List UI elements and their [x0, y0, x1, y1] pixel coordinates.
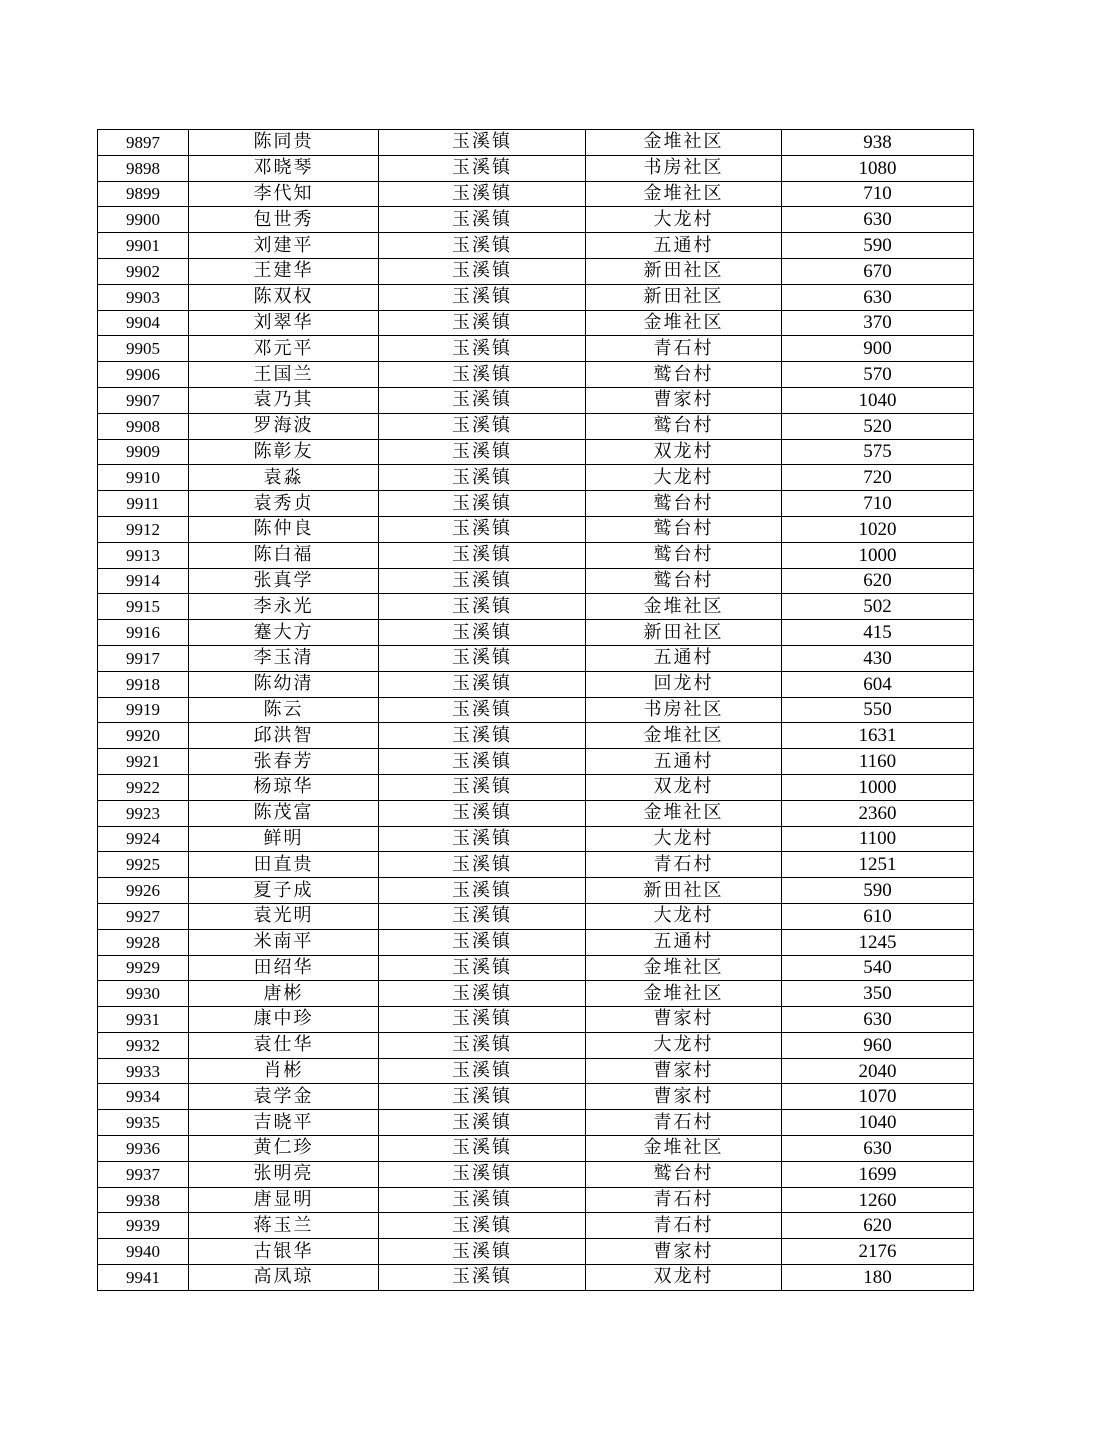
table-row — [98, 826, 974, 852]
row-number-cell: 9935 — [98, 1110, 189, 1136]
town-cell: 玉溪镇 — [379, 671, 586, 697]
town-cell: 玉溪镇 — [379, 903, 586, 929]
table-row — [98, 516, 974, 542]
row-number-cell: 9908 — [98, 413, 189, 439]
row-number-cell: 9907 — [98, 387, 189, 413]
village-cell: 新田社区 — [586, 620, 782, 646]
amount-cell: 1100 — [782, 826, 974, 852]
village-cell: 曹家村 — [586, 1058, 782, 1084]
town-cell: 玉溪镇 — [379, 491, 586, 517]
name-cell: 张明亮 — [189, 1161, 379, 1187]
town-cell: 玉溪镇 — [379, 130, 586, 156]
amount-cell: 630 — [782, 207, 974, 233]
table-row — [98, 258, 974, 284]
name-cell: 李代知 — [189, 181, 379, 207]
village-cell: 五通村 — [586, 645, 782, 671]
row-number-cell: 9899 — [98, 181, 189, 207]
village-cell: 鹫台村 — [586, 362, 782, 388]
amount-cell: 1160 — [782, 749, 974, 775]
name-cell: 吉晓平 — [189, 1110, 379, 1136]
amount-cell: 630 — [782, 284, 974, 310]
amount-cell: 540 — [782, 955, 974, 981]
town-cell: 玉溪镇 — [379, 568, 586, 594]
row-number-cell: 9918 — [98, 671, 189, 697]
table-row — [98, 491, 974, 517]
town-cell: 玉溪镇 — [379, 439, 586, 465]
town-cell: 玉溪镇 — [379, 181, 586, 207]
table-row — [98, 1058, 974, 1084]
village-cell: 金堆社区 — [586, 955, 782, 981]
table-row — [98, 568, 974, 594]
village-cell: 金堆社区 — [586, 130, 782, 156]
village-cell: 鹫台村 — [586, 491, 782, 517]
row-number-cell: 9941 — [98, 1265, 189, 1291]
table-row — [98, 903, 974, 929]
town-cell: 玉溪镇 — [379, 1136, 586, 1162]
village-cell: 书房社区 — [586, 155, 782, 181]
name-cell: 刘建平 — [189, 233, 379, 259]
row-number-cell: 9919 — [98, 697, 189, 723]
town-cell: 玉溪镇 — [379, 878, 586, 904]
name-cell: 陈双权 — [189, 284, 379, 310]
name-cell: 袁秀贞 — [189, 491, 379, 517]
town-cell: 玉溪镇 — [379, 258, 586, 284]
amount-cell: 570 — [782, 362, 974, 388]
table-row — [98, 465, 974, 491]
name-cell: 陈茂富 — [189, 800, 379, 826]
amount-cell: 1245 — [782, 929, 974, 955]
town-cell: 玉溪镇 — [379, 1032, 586, 1058]
village-cell: 五通村 — [586, 929, 782, 955]
row-number-cell: 9929 — [98, 955, 189, 981]
town-cell: 玉溪镇 — [379, 1187, 586, 1213]
row-number-cell: 9905 — [98, 336, 189, 362]
amount-cell: 502 — [782, 594, 974, 620]
row-number-cell: 9897 — [98, 130, 189, 156]
amount-cell: 575 — [782, 439, 974, 465]
amount-cell: 1080 — [782, 155, 974, 181]
amount-cell: 630 — [782, 1136, 974, 1162]
name-cell: 古银华 — [189, 1239, 379, 1265]
table-row — [98, 387, 974, 413]
village-cell: 鹫台村 — [586, 1161, 782, 1187]
amount-cell: 670 — [782, 258, 974, 284]
row-number-cell: 9915 — [98, 594, 189, 620]
table-row — [98, 800, 974, 826]
row-number-cell: 9928 — [98, 929, 189, 955]
name-cell: 蒋玉兰 — [189, 1213, 379, 1239]
table-row — [98, 1239, 974, 1265]
table-row — [98, 645, 974, 671]
table-row — [98, 774, 974, 800]
name-cell: 陈同贵 — [189, 130, 379, 156]
name-cell: 袁乃其 — [189, 387, 379, 413]
town-cell: 玉溪镇 — [379, 413, 586, 439]
village-cell: 五通村 — [586, 233, 782, 259]
amount-cell: 2176 — [782, 1239, 974, 1265]
row-number-cell: 9922 — [98, 774, 189, 800]
amount-cell: 620 — [782, 568, 974, 594]
name-cell: 黄仁珍 — [189, 1136, 379, 1162]
town-cell: 玉溪镇 — [379, 955, 586, 981]
town-cell: 玉溪镇 — [379, 929, 586, 955]
village-cell: 回龙村 — [586, 671, 782, 697]
name-cell: 王建华 — [189, 258, 379, 284]
amount-cell: 900 — [782, 336, 974, 362]
row-number-cell: 9903 — [98, 284, 189, 310]
name-cell: 李玉清 — [189, 645, 379, 671]
table-row — [98, 929, 974, 955]
name-cell: 夏子成 — [189, 878, 379, 904]
row-number-cell: 9924 — [98, 826, 189, 852]
table-row — [98, 1187, 974, 1213]
row-number-cell: 9900 — [98, 207, 189, 233]
village-cell: 曹家村 — [586, 1239, 782, 1265]
name-cell: 田直贵 — [189, 852, 379, 878]
name-cell: 包世秀 — [189, 207, 379, 233]
name-cell: 袁光明 — [189, 903, 379, 929]
village-cell: 大龙村 — [586, 207, 782, 233]
village-cell: 金堆社区 — [586, 310, 782, 336]
town-cell: 玉溪镇 — [379, 774, 586, 800]
row-number-cell: 9920 — [98, 723, 189, 749]
table-row — [98, 594, 974, 620]
name-cell: 袁学金 — [189, 1084, 379, 1110]
village-cell: 鹫台村 — [586, 542, 782, 568]
town-cell: 玉溪镇 — [379, 620, 586, 646]
town-cell: 玉溪镇 — [379, 1110, 586, 1136]
table-row — [98, 1213, 974, 1239]
name-cell: 王国兰 — [189, 362, 379, 388]
village-cell: 曹家村 — [586, 1007, 782, 1033]
name-cell: 陈彰友 — [189, 439, 379, 465]
table-row — [98, 310, 974, 336]
table-row — [98, 1136, 974, 1162]
row-number-cell: 9911 — [98, 491, 189, 517]
name-cell: 袁淼 — [189, 465, 379, 491]
row-number-cell: 9933 — [98, 1058, 189, 1084]
name-cell: 刘翠华 — [189, 310, 379, 336]
roster-table-body — [98, 130, 974, 1291]
village-cell: 鹫台村 — [586, 568, 782, 594]
row-number-cell: 9909 — [98, 439, 189, 465]
name-cell: 唐显明 — [189, 1187, 379, 1213]
village-cell: 大龙村 — [586, 826, 782, 852]
row-number-cell: 9940 — [98, 1239, 189, 1265]
village-cell: 青石村 — [586, 1187, 782, 1213]
table-row — [98, 130, 974, 156]
town-cell: 玉溪镇 — [379, 387, 586, 413]
name-cell: 唐彬 — [189, 981, 379, 1007]
village-cell: 双龙村 — [586, 1265, 782, 1291]
village-cell: 青石村 — [586, 1213, 782, 1239]
amount-cell: 1040 — [782, 1110, 974, 1136]
town-cell: 玉溪镇 — [379, 336, 586, 362]
table-row — [98, 981, 974, 1007]
row-number-cell: 9917 — [98, 645, 189, 671]
amount-cell: 710 — [782, 181, 974, 207]
village-cell: 金堆社区 — [586, 1136, 782, 1162]
name-cell: 李永光 — [189, 594, 379, 620]
row-number-cell: 9934 — [98, 1084, 189, 1110]
row-number-cell: 9916 — [98, 620, 189, 646]
town-cell: 玉溪镇 — [379, 516, 586, 542]
village-cell: 青石村 — [586, 336, 782, 362]
table-row — [98, 207, 974, 233]
row-number-cell: 9904 — [98, 310, 189, 336]
name-cell: 肖彬 — [189, 1058, 379, 1084]
table-row — [98, 671, 974, 697]
town-cell: 玉溪镇 — [379, 981, 586, 1007]
village-cell: 书房社区 — [586, 697, 782, 723]
row-number-cell: 9925 — [98, 852, 189, 878]
town-cell: 玉溪镇 — [379, 362, 586, 388]
village-cell: 新田社区 — [586, 284, 782, 310]
amount-cell: 1070 — [782, 1084, 974, 1110]
amount-cell: 1631 — [782, 723, 974, 749]
row-number-cell: 9901 — [98, 233, 189, 259]
town-cell: 玉溪镇 — [379, 723, 586, 749]
name-cell: 蹇大方 — [189, 620, 379, 646]
village-cell: 新田社区 — [586, 258, 782, 284]
row-number-cell: 9923 — [98, 800, 189, 826]
row-number-cell: 9906 — [98, 362, 189, 388]
table-row — [98, 542, 974, 568]
town-cell: 玉溪镇 — [379, 465, 586, 491]
row-number-cell: 9902 — [98, 258, 189, 284]
name-cell: 邱洪智 — [189, 723, 379, 749]
table-row — [98, 181, 974, 207]
table-row — [98, 362, 974, 388]
row-number-cell: 9912 — [98, 516, 189, 542]
amount-cell: 1699 — [782, 1161, 974, 1187]
table-row — [98, 878, 974, 904]
amount-cell: 1040 — [782, 387, 974, 413]
table-row — [98, 284, 974, 310]
amount-cell: 938 — [782, 130, 974, 156]
row-number-cell: 9930 — [98, 981, 189, 1007]
table-row — [98, 723, 974, 749]
town-cell: 玉溪镇 — [379, 284, 586, 310]
amount-cell: 710 — [782, 491, 974, 517]
town-cell: 玉溪镇 — [379, 1084, 586, 1110]
name-cell: 米南平 — [189, 929, 379, 955]
amount-cell: 590 — [782, 233, 974, 259]
village-cell: 五通村 — [586, 749, 782, 775]
name-cell: 陈仲良 — [189, 516, 379, 542]
name-cell: 陈白福 — [189, 542, 379, 568]
village-cell: 双龙村 — [586, 774, 782, 800]
name-cell: 邓晓琴 — [189, 155, 379, 181]
amount-cell: 180 — [782, 1265, 974, 1291]
table-row — [98, 439, 974, 465]
village-cell: 大龙村 — [586, 1032, 782, 1058]
name-cell: 陈云 — [189, 697, 379, 723]
row-number-cell: 9910 — [98, 465, 189, 491]
row-number-cell: 9936 — [98, 1136, 189, 1162]
amount-cell: 520 — [782, 413, 974, 439]
town-cell: 玉溪镇 — [379, 697, 586, 723]
name-cell: 邓元平 — [189, 336, 379, 362]
village-cell: 双龙村 — [586, 439, 782, 465]
row-number-cell: 9939 — [98, 1213, 189, 1239]
village-cell: 金堆社区 — [586, 981, 782, 1007]
amount-cell: 604 — [782, 671, 974, 697]
name-cell: 陈幼清 — [189, 671, 379, 697]
amount-cell: 1260 — [782, 1187, 974, 1213]
town-cell: 玉溪镇 — [379, 852, 586, 878]
name-cell: 杨琼华 — [189, 774, 379, 800]
amount-cell: 2360 — [782, 800, 974, 826]
village-cell: 金堆社区 — [586, 594, 782, 620]
amount-cell: 960 — [782, 1032, 974, 1058]
village-cell: 曹家村 — [586, 1084, 782, 1110]
town-cell: 玉溪镇 — [379, 207, 586, 233]
amount-cell: 350 — [782, 981, 974, 1007]
row-number-cell: 9937 — [98, 1161, 189, 1187]
table-row — [98, 955, 974, 981]
name-cell: 张春芳 — [189, 749, 379, 775]
table-row — [98, 749, 974, 775]
amount-cell: 720 — [782, 465, 974, 491]
table-row — [98, 1007, 974, 1033]
town-cell: 玉溪镇 — [379, 233, 586, 259]
row-number-cell: 9927 — [98, 903, 189, 929]
village-cell: 新田社区 — [586, 878, 782, 904]
table-row — [98, 1161, 974, 1187]
town-cell: 玉溪镇 — [379, 542, 586, 568]
row-number-cell: 9938 — [98, 1187, 189, 1213]
town-cell: 玉溪镇 — [379, 1058, 586, 1084]
amount-cell: 370 — [782, 310, 974, 336]
amount-cell: 590 — [782, 878, 974, 904]
village-cell: 青石村 — [586, 1110, 782, 1136]
table-row — [98, 155, 974, 181]
row-number-cell: 9913 — [98, 542, 189, 568]
row-number-cell: 9921 — [98, 749, 189, 775]
village-cell: 金堆社区 — [586, 723, 782, 749]
amount-cell: 430 — [782, 645, 974, 671]
town-cell: 玉溪镇 — [379, 645, 586, 671]
name-cell: 康中珍 — [189, 1007, 379, 1033]
village-cell: 金堆社区 — [586, 181, 782, 207]
town-cell: 玉溪镇 — [379, 594, 586, 620]
town-cell: 玉溪镇 — [379, 1213, 586, 1239]
name-cell: 高凤琼 — [189, 1265, 379, 1291]
amount-cell: 1000 — [782, 542, 974, 568]
name-cell: 袁仕华 — [189, 1032, 379, 1058]
name-cell: 田绍华 — [189, 955, 379, 981]
row-number-cell: 9932 — [98, 1032, 189, 1058]
town-cell: 玉溪镇 — [379, 1239, 586, 1265]
village-cell: 青石村 — [586, 852, 782, 878]
amount-cell: 1251 — [782, 852, 974, 878]
amount-cell: 630 — [782, 1007, 974, 1033]
row-number-cell: 9926 — [98, 878, 189, 904]
amount-cell: 1000 — [782, 774, 974, 800]
table-row — [98, 413, 974, 439]
amount-cell: 1020 — [782, 516, 974, 542]
town-cell: 玉溪镇 — [379, 155, 586, 181]
village-cell: 鹫台村 — [586, 516, 782, 542]
name-cell: 张真学 — [189, 568, 379, 594]
table-row — [98, 1032, 974, 1058]
town-cell: 玉溪镇 — [379, 826, 586, 852]
village-cell: 鹫台村 — [586, 413, 782, 439]
table-row — [98, 1084, 974, 1110]
row-number-cell: 9931 — [98, 1007, 189, 1033]
village-cell: 大龙村 — [586, 465, 782, 491]
table-row — [98, 336, 974, 362]
table-row — [98, 1110, 974, 1136]
amount-cell: 550 — [782, 697, 974, 723]
town-cell: 玉溪镇 — [379, 1265, 586, 1291]
town-cell: 玉溪镇 — [379, 800, 586, 826]
town-cell: 玉溪镇 — [379, 1161, 586, 1187]
village-cell: 大龙村 — [586, 903, 782, 929]
table-row — [98, 697, 974, 723]
town-cell: 玉溪镇 — [379, 749, 586, 775]
roster-table — [97, 129, 974, 1291]
name-cell: 鲜明 — [189, 826, 379, 852]
table-row — [98, 620, 974, 646]
town-cell: 玉溪镇 — [379, 1007, 586, 1033]
town-cell: 玉溪镇 — [379, 310, 586, 336]
table-row — [98, 233, 974, 259]
village-cell: 金堆社区 — [586, 800, 782, 826]
row-number-cell: 9914 — [98, 568, 189, 594]
table-row — [98, 852, 974, 878]
amount-cell: 620 — [782, 1213, 974, 1239]
row-number-cell: 9898 — [98, 155, 189, 181]
amount-cell: 2040 — [782, 1058, 974, 1084]
table-row — [98, 1265, 974, 1291]
amount-cell: 415 — [782, 620, 974, 646]
amount-cell: 610 — [782, 903, 974, 929]
village-cell: 曹家村 — [586, 387, 782, 413]
name-cell: 罗海波 — [189, 413, 379, 439]
